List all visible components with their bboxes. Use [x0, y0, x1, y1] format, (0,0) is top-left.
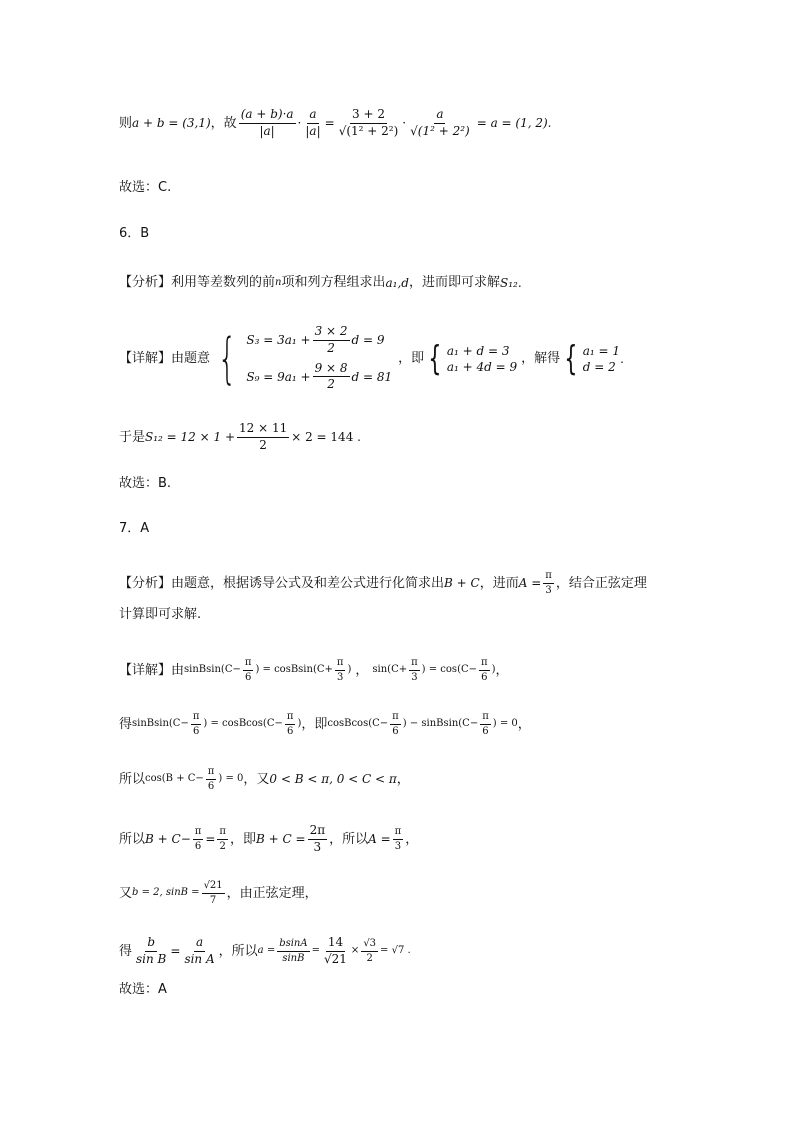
- math-q7-analysis-text-1: 由题意，根据诱导公式及和差公式进行化简求出: [171, 575, 445, 591]
- q6-analysis-tag: 【分析】: [119, 275, 172, 290]
- math-q7-l2-b: ) = cosBcos(C−: [203, 718, 283, 729]
- math-q7-l6-f2d: sin A: [184, 951, 215, 966]
- math-q7-l6-a: a =: [257, 945, 276, 957]
- math-q7-l4-f1d: 6: [194, 840, 202, 852]
- math-q7-d1-e: ) = cos(C−: [421, 664, 477, 675]
- math-q7-l6-mid: ，所以: [218, 943, 258, 959]
- math-q7-l3-a: cos(B + C−: [145, 773, 204, 784]
- q7-detail-line1: [119, 657, 509, 683]
- math-q7-l4-a: B + C−: [145, 832, 191, 847]
- math-q7-l6-f3n: bsinA: [277, 938, 309, 952]
- fraction: [191, 711, 202, 737]
- q7-detail-line3: [119, 766, 410, 792]
- math-q7-d1-end: ，: [495, 662, 509, 678]
- math-q6-sys2-line1: a₁ + d = 3: [446, 343, 510, 358]
- math-q6-analysis-vars: a₁,d: [385, 275, 409, 290]
- math-q7-l5-a: b = 2, sinB =: [132, 887, 200, 898]
- fraction: [313, 325, 350, 356]
- math-q7-analysis-text-3: ，结合正弦定理: [555, 575, 647, 591]
- q5-vector-sum: a + b = (3,1): [132, 116, 211, 131]
- math-q7-d1-f4d: 6: [481, 671, 488, 683]
- fraction: [308, 824, 328, 855]
- math-q6-analysis-end: .: [517, 275, 522, 290]
- q6-heading: 6．B: [119, 226, 150, 241]
- math-q7-d1-f3n: π: [409, 657, 420, 671]
- math-q7-l3-pre: 所以: [119, 771, 146, 787]
- math-q6-sys3-end: .: [620, 351, 624, 366]
- math-q7-l2-d: cosBcos(C−: [327, 718, 389, 729]
- q6-then: [119, 422, 361, 453]
- q7-heading: 7．A: [119, 521, 150, 536]
- math-q7-analysis-a: A =: [518, 576, 542, 590]
- fraction: [134, 936, 168, 967]
- math-q5-frac2-den: |a|: [305, 123, 321, 138]
- math-q5-eq1: =: [324, 116, 335, 131]
- math-q6-sys1-line2-b: d = 81: [351, 369, 393, 384]
- math-q7-l6-f1d: sin B: [136, 951, 167, 966]
- math-q7-d1-f2d: 3: [336, 671, 344, 683]
- math-q7-l6-b: =: [311, 945, 320, 957]
- math-q6-sys3-line1: a₁ = 1: [582, 343, 621, 358]
- math-q7-analysis-den: 3: [545, 584, 552, 596]
- math-q7-l4-end: ，: [405, 831, 419, 847]
- math-q6-sys1-line2-a: S₉ = 9a₁ +: [246, 369, 311, 384]
- math-q6-mid2: ，解得: [521, 351, 561, 367]
- q5-answer: 故选：C.: [119, 180, 172, 195]
- math-q6-then-text: 于是: [119, 429, 146, 445]
- math-q6-then-num: 12 × 11: [237, 422, 289, 438]
- math-q7-l2-f3d: 6: [392, 725, 399, 737]
- math-q5-frac1-den: |a|: [259, 123, 275, 138]
- math-q7-l6-f1n: b: [145, 936, 157, 952]
- math-q7-l2-e: ) − sinBsin(C−: [402, 718, 479, 729]
- math-q7-l6-f3d: sinB: [282, 952, 305, 964]
- math-q7-d1-b: ) = cosBsin(C+: [255, 664, 333, 675]
- q6-system-1: [246, 325, 392, 392]
- q6-system-3: [583, 345, 620, 373]
- fraction: [479, 657, 490, 683]
- q5-frac-value: [337, 108, 401, 139]
- math-q5-frac3-den: √(1² + 2²): [338, 123, 399, 138]
- math-q6-sys1-line2-den: 2: [327, 377, 335, 392]
- fraction: [480, 711, 491, 737]
- math-q6-sys2-line2: a₁ + 4d = 9: [446, 359, 518, 374]
- math-q6-analysis-n: n: [275, 276, 282, 288]
- fraction: [393, 826, 404, 852]
- math-q7-l4-f1n: π: [193, 826, 204, 840]
- math-q7-l5-fn: √21: [202, 880, 225, 894]
- math-q6-mid1: ，即: [398, 351, 425, 367]
- fraction: [390, 711, 401, 737]
- math-q7-l4-b: =: [205, 832, 216, 847]
- math-q7-l6-d: = √7 .: [380, 945, 411, 957]
- math-q7-d1-f4n: π: [479, 657, 490, 671]
- math-q6-analysis-text-3: ，进而即可求解: [408, 275, 500, 290]
- fraction: [543, 570, 554, 596]
- math-q7-l2-f2n: π: [285, 711, 296, 725]
- q5-frac-unit: [303, 108, 322, 139]
- q7-detail-line2: [119, 711, 531, 737]
- math-q7-l6-eq: =: [170, 944, 181, 959]
- math-q6-sys3-line2: d = 2: [582, 359, 616, 374]
- q7-detail-line4: [119, 824, 418, 855]
- math-q6-analysis-text-1: 利用等差数列的前: [171, 275, 276, 290]
- math-q7-l2-f: ) = 0: [492, 718, 518, 729]
- math-q7-l3-mid: ，又: [243, 771, 270, 787]
- math-q7-l6-f4d: √21: [324, 951, 347, 966]
- math-q5-frac4-den: √(1² + 2²): [410, 123, 470, 138]
- fraction: [277, 938, 309, 964]
- q6-detail-tag: 【详解】: [119, 351, 172, 367]
- fraction: [243, 657, 254, 683]
- fraction: [217, 826, 228, 852]
- math-q6-analysis-target: S₁₂: [499, 275, 518, 290]
- math-q7-d1-d: sin(C+: [372, 664, 408, 675]
- math-q7-l4-f4n: π: [393, 826, 404, 840]
- q5-frac-vector: [408, 108, 472, 139]
- fraction: [182, 936, 216, 967]
- math-q7-l4-f2d: 2: [219, 840, 226, 852]
- math-q7-l5-pre: 又: [119, 885, 133, 901]
- q7-analysis-line2: 计算即可求解.: [119, 607, 202, 622]
- math-q7-l2-a: sinBsin(C−: [132, 718, 189, 729]
- math-q7-l4-f3n: 2π: [308, 824, 328, 840]
- math-q7-l6-f4n: 14: [326, 936, 345, 952]
- math-q7-d1-c: ): [347, 664, 352, 675]
- fraction: [313, 362, 350, 393]
- math-q7-analysis-bc: B + C: [444, 576, 480, 590]
- math-q6-sys1-line1-num: 3 × 2: [313, 325, 350, 341]
- math-q6-then-a: S₁₂ = 12 × 1 +: [145, 430, 235, 445]
- q7-analysis-tag: 【分析】: [119, 575, 172, 591]
- math-q5-frac1-num: (a + b)·a: [239, 108, 296, 124]
- q5-frac-projection: [239, 108, 296, 139]
- math-q7-d1-f3d: 3: [411, 671, 418, 683]
- math-q7-l4-mid2: ，所以: [329, 831, 369, 847]
- left-brace-icon: {: [217, 326, 237, 390]
- math-q7-d1-f1n: π: [243, 657, 254, 671]
- math-q7-l2-mid: ，即: [301, 716, 328, 732]
- q5-conclusion-line: 则 a + b = (3,1) ，故 $\frac{(a + b)\cdot a}{|a|}$ · $\frac{a}{|a|}$ = $\frac{3 + 2}{\text{√(1² + 2²)}}$ · $\frac{a}{\text{√(1² + 2²)}}$ = a = (1, 2).: [119, 107, 552, 138]
- math-q5-frac3-num: 3 + 2: [350, 108, 387, 124]
- math-q7-l5-end: ，由正弦定理，: [226, 885, 318, 901]
- math-q7-l3-end: ，: [396, 771, 410, 787]
- math-q7-l2-f1d: 6: [192, 725, 200, 737]
- q7-detail-tag: 【详解】: [119, 662, 172, 678]
- fraction: [322, 936, 349, 967]
- math-q7-l2-f4n: π: [480, 711, 491, 725]
- q6-system-2: [447, 345, 517, 373]
- q6-analysis: [119, 276, 522, 289]
- math-q7-detail-text: 由: [171, 662, 185, 678]
- fraction: [409, 657, 420, 683]
- fraction: [237, 422, 289, 453]
- math-q7-analysis-text-2: ，进而: [479, 575, 519, 591]
- math-q7-l2-f1n: π: [191, 711, 202, 725]
- math-q6-then-b: × 2 = 144 .: [291, 430, 361, 445]
- math-q7-l4-c: B + C =: [256, 832, 306, 847]
- q5-prefix: 则: [119, 115, 133, 131]
- math-q7-l2-f2d: 6: [286, 725, 294, 737]
- math-q6-sys1-line1-den: 2: [327, 340, 335, 355]
- math-q7-l6-f5d: 2: [366, 952, 373, 964]
- math-q7-l5-fd: 7: [209, 894, 217, 906]
- q7-analysis: [119, 570, 647, 596]
- math-q7-l4-d: A =: [368, 832, 391, 847]
- fraction: [206, 766, 217, 792]
- math-q7-l4-f2n: π: [217, 826, 228, 840]
- math-q7-l4-mid: ，即: [229, 831, 256, 847]
- math-q5-frac2-num: a: [307, 108, 318, 124]
- math-q7-d1-f: ): [491, 664, 496, 675]
- math-q7-d1-f2n: π: [335, 657, 346, 671]
- math-q7-l3-fd: 6: [207, 780, 215, 792]
- math-q7-l6-f2n: a: [194, 936, 205, 952]
- math-q7-d1-f1d: 6: [244, 671, 252, 683]
- math-q7-l2-c: ): [297, 718, 302, 729]
- fraction: [285, 711, 296, 737]
- q7-detail-line5: [119, 880, 318, 906]
- math-q7-l6-c: ×: [350, 945, 360, 957]
- q5-result: = a = (1, 2).: [476, 116, 552, 131]
- math-q7-l2-end: ，: [517, 716, 531, 732]
- math-q7-l3-b: ) = 0: [218, 773, 244, 784]
- math-q6-sys1-line2-num: 9 × 8: [313, 362, 350, 378]
- math-q7-l3-c: 0 < B < π, 0 < C < π: [269, 772, 397, 786]
- q5-sep: ，故: [210, 115, 237, 131]
- fraction: [193, 826, 204, 852]
- left-brace-icon: {: [564, 338, 578, 379]
- math-q7-l6-pre: 得: [119, 943, 133, 959]
- math-q7-l3-fn: π: [206, 766, 217, 780]
- math-q6-sys1-line1-a: S₃ = 3a₁ +: [246, 333, 311, 348]
- left-brace-icon: {: [428, 338, 442, 379]
- math-q5-frac4-num: a: [434, 108, 445, 124]
- math-q7-l4-f4d: 3: [394, 840, 402, 852]
- math-q5-dot: ·: [297, 116, 302, 131]
- math-q6-analysis-text-2: 项和列方程组求出: [281, 275, 386, 290]
- math-q6-then-den: 2: [259, 437, 267, 452]
- math-q6-sys1-line1-b: d = 9: [351, 333, 385, 348]
- math-q7-l2-f3n: π: [390, 711, 401, 725]
- fraction: [202, 880, 225, 906]
- q6-answer: 故选：B.: [119, 476, 172, 491]
- math-q7-l2-f4d: 6: [482, 725, 489, 737]
- math-q7-l2-pre: 得: [119, 716, 133, 732]
- math-q7-l6-f5n: √3: [361, 938, 378, 952]
- fraction: [335, 657, 346, 683]
- math-q7-l4-pre: 所以: [119, 831, 146, 847]
- math-q7-analysis-num: π: [543, 570, 554, 584]
- q6-detail: [119, 325, 624, 392]
- fraction: [361, 938, 378, 964]
- math-q6-detail-text: 由题意: [171, 351, 211, 367]
- q7-answer: 故选：A: [119, 982, 167, 997]
- q7-detail-line6: [119, 936, 411, 967]
- math-q7-l4-f3d: 3: [313, 839, 322, 854]
- math-q7-d1-a: sinBsin(C−: [184, 664, 241, 675]
- math-q7-d1-sep: ，: [355, 662, 369, 678]
